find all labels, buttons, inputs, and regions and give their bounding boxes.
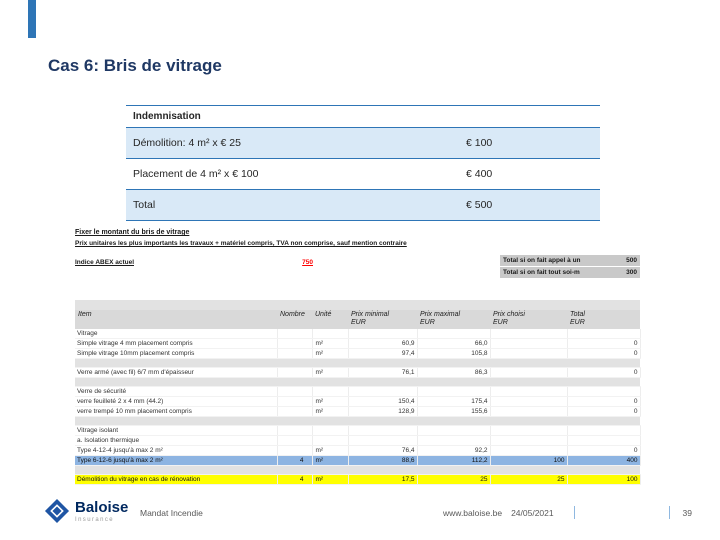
footer-date: 24/05/2021 <box>511 507 554 518</box>
column-header: EUR <box>570 319 585 326</box>
worksheet-cell <box>277 417 312 426</box>
worksheet-cell: 155,6 <box>417 407 490 417</box>
row-label: Placement de 4 m² x € 100 <box>126 159 459 190</box>
spreadsheet-blank-row <box>75 417 640 426</box>
worksheet-cell <box>277 359 312 368</box>
worksheet-cell: Simple vitrage 10mm placement compris <box>75 349 277 359</box>
worksheet-cell <box>567 359 640 368</box>
worksheet-cell <box>490 466 567 475</box>
worksheet-cell: 97,4 <box>348 349 417 359</box>
worksheet-cell: 88,6 <box>348 456 417 466</box>
total-entreprise-row <box>500 255 640 266</box>
table-row <box>75 456 640 466</box>
totals-block <box>500 255 640 279</box>
column-header: Item <box>78 311 92 318</box>
worksheet-cell <box>277 378 312 387</box>
worksheet-cell <box>490 329 567 339</box>
worksheet-cell: 76,4 <box>348 446 417 456</box>
worksheet-cell: m² <box>312 397 348 407</box>
worksheet-cell <box>348 426 417 436</box>
worksheet-cell: verre trempé 10 mm placement compris <box>75 407 277 417</box>
worksheet-cell: verre feuilleté 2 x 4 mm (44.2) <box>75 397 277 407</box>
worksheet-cell <box>490 417 567 426</box>
price-table-body <box>75 329 640 485</box>
column-header: Prix choisi <box>493 311 525 318</box>
worksheet-cell <box>75 378 277 387</box>
worksheet-cell: 400 <box>567 456 640 466</box>
page-number: 39 <box>682 508 692 518</box>
worksheet-cell <box>490 387 567 397</box>
worksheet-cell <box>490 368 567 378</box>
worksheet-cell <box>277 387 312 397</box>
worksheet-cell <box>417 378 490 387</box>
column-header: Prix minimal <box>351 311 390 318</box>
table-row <box>75 397 640 407</box>
worksheet-cell: 100 <box>567 475 640 485</box>
worksheet-cell: 92,2 <box>417 446 490 456</box>
column-header: EUR <box>351 319 366 326</box>
worksheet-cell: m² <box>312 456 348 466</box>
worksheet-cell <box>348 387 417 397</box>
worksheet-cell <box>490 446 567 456</box>
worksheet-cell <box>417 329 490 339</box>
worksheet-cell <box>348 417 417 426</box>
worksheet-screenshot <box>75 229 640 485</box>
worksheet-cell <box>417 426 490 436</box>
abex-value: 750 <box>302 259 313 266</box>
spreadsheet-blank-row <box>75 300 640 310</box>
footer-right <box>443 506 575 519</box>
worksheet-cell: 175,4 <box>417 397 490 407</box>
column-header <box>277 318 312 329</box>
worksheet-cell <box>277 436 312 446</box>
column-header: Total <box>570 311 585 318</box>
worksheet-cell: 0 <box>567 397 640 407</box>
worksheet-title: Fixer le montant du bris de vitrage <box>75 229 190 236</box>
worksheet-cell: 25 <box>490 475 567 485</box>
worksheet-cell: 105,8 <box>417 349 490 359</box>
table-row <box>75 475 640 485</box>
worksheet-cell <box>417 387 490 397</box>
worksheet-cell: 150,4 <box>348 397 417 407</box>
worksheet-cell <box>417 436 490 446</box>
table-row <box>75 387 640 397</box>
price-table-head <box>75 310 640 329</box>
worksheet-cell <box>277 466 312 475</box>
worksheet-cell <box>567 426 640 436</box>
worksheet-cell <box>312 329 348 339</box>
worksheet-cell: Simple vitrage 4 mm placement compris <box>75 339 277 349</box>
total-soimeme-row <box>500 267 640 278</box>
total-label: Total si on fait tout soi-m <box>503 269 580 276</box>
footer-divider <box>669 506 670 519</box>
indemnisation-table <box>126 105 600 221</box>
worksheet-cell: 86,3 <box>417 368 490 378</box>
worksheet-cell <box>348 436 417 446</box>
column-header: Unité <box>315 311 332 318</box>
worksheet-subtitle: Prix unitaires les plus importants les travaux + matériel compris, TVA non comprise, sauf mention contraire <box>75 240 407 247</box>
worksheet-cell: 128,9 <box>348 407 417 417</box>
spreadsheet-blank-row <box>75 466 640 475</box>
worksheet-cell: Démolition du vitrage en cas de rénovation <box>75 475 277 485</box>
table-row <box>75 426 640 436</box>
worksheet-cell: 4 <box>277 456 312 466</box>
baloise-logo <box>44 498 128 524</box>
worksheet-cell <box>490 349 567 359</box>
column-header: Prix maximal <box>420 311 461 318</box>
worksheet-cell <box>312 387 348 397</box>
worksheet-cell: 25 <box>417 475 490 485</box>
worksheet-cell <box>312 436 348 446</box>
worksheet-cell: 76,1 <box>348 368 417 378</box>
row-value: € 400 <box>459 159 600 190</box>
worksheet-cell <box>490 378 567 387</box>
worksheet-cell <box>567 466 640 475</box>
table-row <box>75 407 640 417</box>
logo-wordmark <box>75 500 128 523</box>
table-row <box>75 349 640 359</box>
worksheet-cell: 0 <box>567 446 640 456</box>
abex-label: Indice ABEX actuel <box>75 259 134 266</box>
price-table <box>75 310 641 485</box>
worksheet-cell <box>348 329 417 339</box>
worksheet-cell: m² <box>312 349 348 359</box>
worksheet-cell <box>312 359 348 368</box>
worksheet-cell <box>567 329 640 339</box>
row-value: € 500 <box>459 190 600 221</box>
worksheet-cell <box>567 436 640 446</box>
worksheet-cell <box>75 359 277 368</box>
worksheet-cell <box>312 466 348 475</box>
column-header <box>75 318 277 329</box>
worksheet-cell: 100 <box>490 456 567 466</box>
table-row <box>126 190 600 221</box>
row-value: € 100 <box>459 128 600 159</box>
logo-text: Baloise <box>75 498 129 516</box>
worksheet-cell: 112,2 <box>417 456 490 466</box>
worksheet-cell <box>567 387 640 397</box>
worksheet-cell <box>348 359 417 368</box>
worksheet-cell: Verre de sécurité <box>75 387 277 397</box>
worksheet-cell <box>417 466 490 475</box>
worksheet-cell <box>490 397 567 407</box>
worksheet-cell <box>490 339 567 349</box>
worksheet-cell <box>417 359 490 368</box>
total-value: 500 <box>626 257 637 264</box>
table-row <box>75 368 640 378</box>
worksheet-cell: m² <box>312 407 348 417</box>
worksheet-cell: 17,5 <box>348 475 417 485</box>
column-header <box>312 318 348 329</box>
worksheet-cell: 0 <box>567 368 640 378</box>
logo-subtext: Insurance <box>75 516 114 523</box>
column-header: EUR <box>493 319 508 326</box>
worksheet-cell: 0 <box>567 339 640 349</box>
worksheet-cell <box>75 466 277 475</box>
spreadsheet-blank-row <box>75 359 640 368</box>
worksheet-cell: Type 4-12-4 jusqu'à max 2 m² <box>75 446 277 456</box>
worksheet-cell <box>567 378 640 387</box>
worksheet-cell <box>277 407 312 417</box>
worksheet-cell <box>312 378 348 387</box>
worksheet-cell <box>348 378 417 387</box>
worksheet-cell: 0 <box>567 349 640 359</box>
currency-header-row <box>75 318 640 329</box>
worksheet-cell <box>277 368 312 378</box>
worksheet-cell: m² <box>312 339 348 349</box>
worksheet-cell <box>277 397 312 407</box>
brand-accent-bar <box>28 0 36 38</box>
row-label: Démolition: 4 m² x € 25 <box>126 128 459 159</box>
abex-row <box>75 255 640 279</box>
table-row <box>126 159 600 190</box>
footer-divider <box>574 506 575 519</box>
table-row <box>126 128 600 159</box>
worksheet-cell: Vitrage isolant <box>75 426 277 436</box>
worksheet-cell: m² <box>312 446 348 456</box>
footer-website: www.baloise.be <box>443 507 503 518</box>
worksheet-cell: Verre armé (avec fil) 6/7 mm d'épaisseur <box>75 368 277 378</box>
worksheet-cell <box>277 329 312 339</box>
table-row <box>75 329 640 339</box>
indemnisation-title: Indemnisation <box>126 106 600 128</box>
worksheet-cell: m² <box>312 475 348 485</box>
indemnisation-header-row <box>126 106 600 128</box>
worksheet-cell <box>277 426 312 436</box>
total-value: 300 <box>626 269 637 276</box>
worksheet-cell <box>277 339 312 349</box>
page-title: Cas 6: Bris de vitrage <box>48 56 222 75</box>
worksheet-cell <box>417 417 490 426</box>
worksheet-cell <box>490 426 567 436</box>
total-label: Total si on fait appel à un <box>503 257 581 264</box>
column-header: EUR <box>420 319 435 326</box>
worksheet-cell: 0 <box>567 407 640 417</box>
table-row <box>75 446 640 456</box>
column-header: Nombre <box>280 311 305 318</box>
table-row <box>75 339 640 349</box>
worksheet-cell <box>348 466 417 475</box>
worksheet-cell <box>490 407 567 417</box>
table-row <box>75 436 640 446</box>
worksheet-cell: m² <box>312 368 348 378</box>
baloise-diamond-icon <box>44 498 70 524</box>
worksheet-cell: a. Isolation thermique <box>75 436 277 446</box>
worksheet-cell <box>277 349 312 359</box>
worksheet-cell <box>277 446 312 456</box>
column-header-row <box>75 310 640 318</box>
worksheet-cell: 60,9 <box>348 339 417 349</box>
worksheet-cell <box>490 359 567 368</box>
worksheet-cell: Type 6-12-6 jusqu'à max 2 m² <box>75 456 277 466</box>
worksheet-cell: Vitrage <box>75 329 277 339</box>
spreadsheet-blank-row <box>75 378 640 387</box>
worksheet-cell <box>312 426 348 436</box>
worksheet-cell <box>312 417 348 426</box>
footer-course-name: Mandat Incendie <box>140 508 203 518</box>
worksheet-cell <box>75 417 277 426</box>
worksheet-cell: 4 <box>277 475 312 485</box>
worksheet-cell: 66,0 <box>417 339 490 349</box>
worksheet-cell <box>567 417 640 426</box>
row-label: Total <box>126 190 459 221</box>
worksheet-cell <box>490 436 567 446</box>
